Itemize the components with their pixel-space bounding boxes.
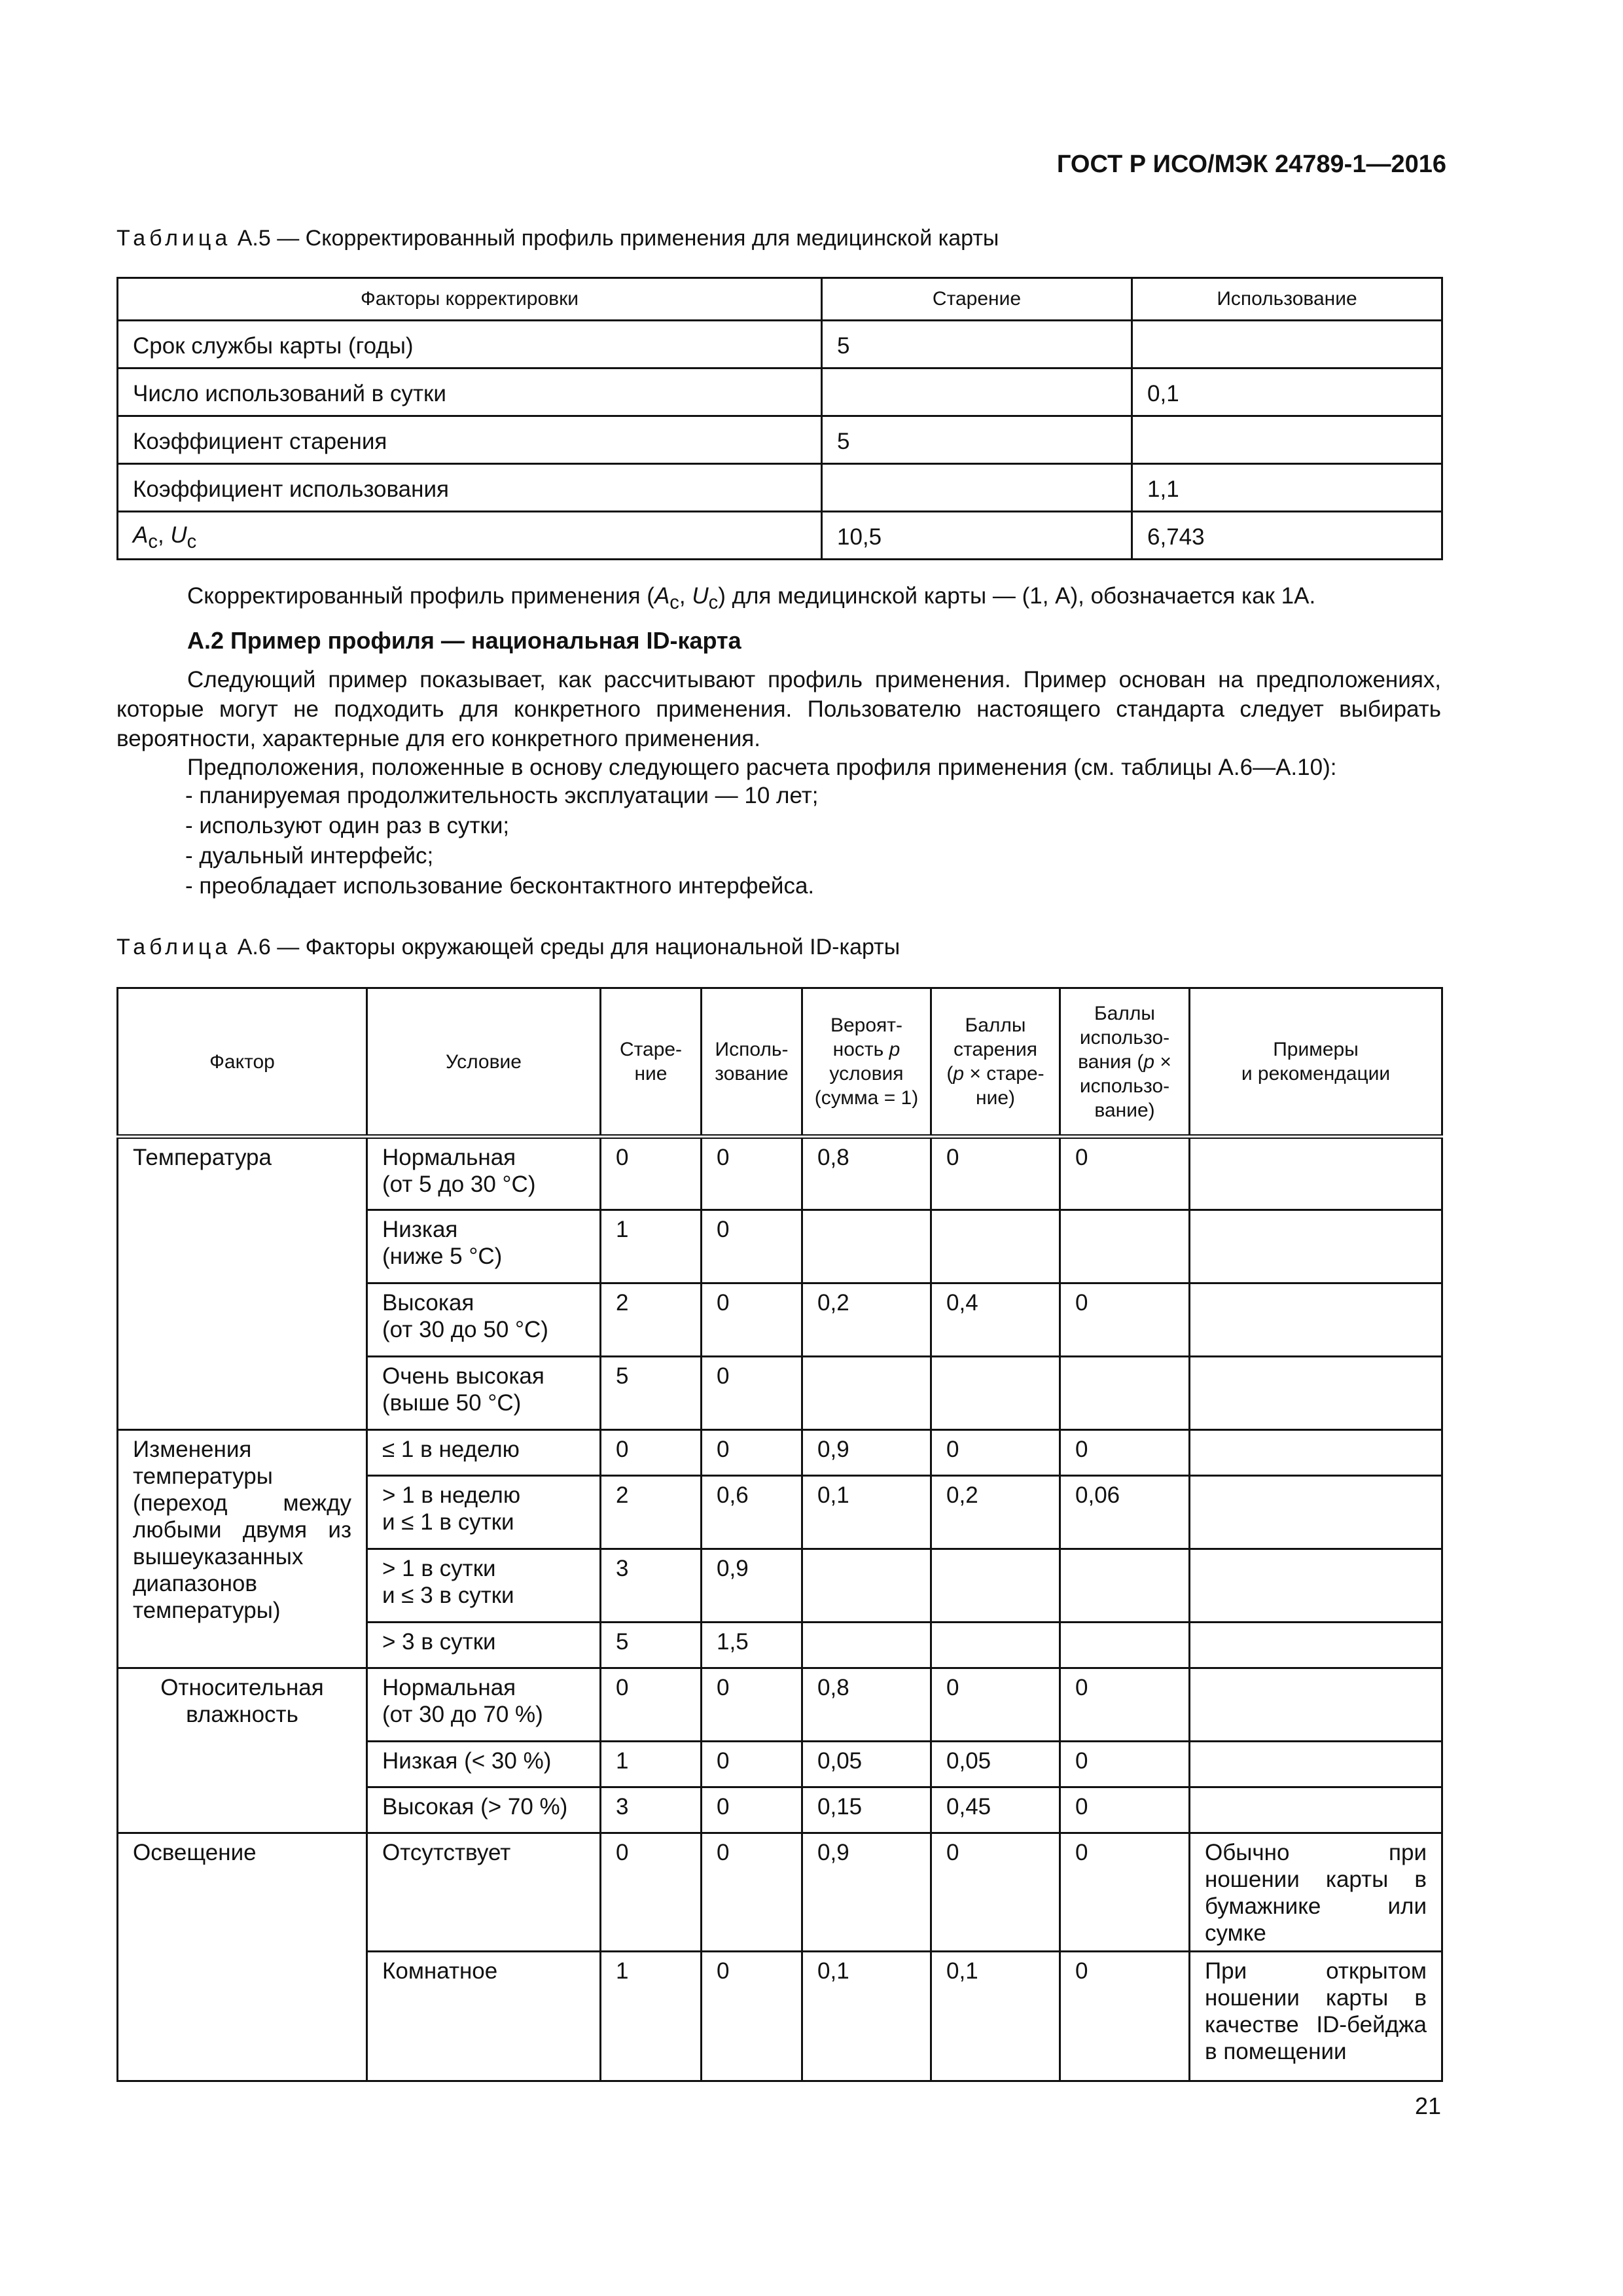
list-item: - используют один раз в сутки; — [185, 813, 510, 838]
condition-cell: ≤ 1 в неделю — [367, 1430, 601, 1476]
table-cell: 0,2 — [931, 1476, 1060, 1549]
condition-cell: Низкая (< 30 %) — [367, 1742, 601, 1787]
table-cell: 0 — [931, 1833, 1060, 1952]
table-cell — [802, 1210, 931, 1283]
table-cell: 2 — [601, 1476, 702, 1549]
table-cell: 0 — [1060, 1742, 1190, 1787]
list-item: - дуальный интерфейс; — [185, 843, 434, 869]
table-row — [118, 1668, 1442, 1742]
list-item: - преобладает использование бесконтактного интерфейса. — [185, 873, 815, 899]
condition-cell: > 3 в сутки — [367, 1623, 601, 1668]
paragraph-assumptions: Предположения, положенные в основу следующего расчета профиля применения (см. таблицы А.6—А.10): — [187, 755, 1337, 780]
table-cell: 0,1 — [931, 1952, 1060, 2081]
table-cell: 0 — [931, 1430, 1060, 1476]
factor-cell: Изменения температуры (переход между любыми двумя из вышеуказанных диапазонов температуры) — [118, 1430, 367, 1668]
table-caption-text: А.6 — Факторы окружающей среды для национальной ID-карты — [231, 935, 901, 960]
table-cell — [1190, 1210, 1442, 1283]
column-header: Примеры и рекомендации — [1190, 988, 1442, 1137]
example-cell: Обычно при ношении карты в бумажнике или сумке — [1190, 1833, 1442, 1952]
table-cell — [802, 1623, 931, 1668]
table-cell: 0 — [702, 1787, 802, 1833]
table-row — [118, 464, 1442, 512]
table-cell: 0,45 — [931, 1787, 1060, 1833]
table-cell — [1190, 1137, 1442, 1210]
table-cell: Коэффициент старения — [118, 416, 822, 464]
table-cell: 0,8 — [802, 1668, 931, 1742]
table-cell: 0,1 — [802, 1476, 931, 1549]
page-number: 21 — [1414, 2092, 1441, 2119]
table-cell: 0,06 — [1060, 1476, 1190, 1549]
table-cell: 0 — [601, 1137, 702, 1210]
table-cell: 0 — [702, 1833, 802, 1952]
table-cell: 0 — [702, 1357, 802, 1430]
table-cell — [1060, 1357, 1190, 1430]
table-cell: 0 — [1060, 1833, 1190, 1952]
table-cell — [1060, 1549, 1190, 1623]
table-cell: 0 — [1060, 1137, 1190, 1210]
table-cell: 3 — [601, 1787, 702, 1833]
table-cell: 0 — [702, 1430, 802, 1476]
table-cell: 0,05 — [802, 1742, 931, 1787]
table-cell: 1 — [601, 1742, 702, 1787]
table-cell: 0 — [702, 1668, 802, 1742]
table-cell — [1190, 1742, 1442, 1787]
table-cell: 0 — [702, 1952, 802, 2081]
column-header: Старе- ние — [601, 988, 702, 1137]
table-cell: 10,5 — [822, 512, 1132, 560]
table-cell — [1132, 321, 1442, 368]
table-cell: 0,2 — [802, 1283, 931, 1357]
table-cell: 0,05 — [931, 1742, 1060, 1787]
condition-cell: Отсутствует — [367, 1833, 601, 1952]
example-cell: При открытом ношении карты в качестве ID-бейджа в помещении — [1190, 1952, 1442, 2081]
document-code: ГОСТ Р ИСО/МЭК 24789-1—2016 — [1056, 151, 1446, 178]
table-cell: 0,8 — [802, 1137, 931, 1210]
table-cell: 0 — [601, 1833, 702, 1952]
condition-cell: Высокая (от 30 до 50 °С) — [367, 1283, 601, 1357]
table-row — [118, 1137, 1442, 1210]
symbol-a: $A_c$ — [133, 522, 158, 552]
table-cell — [802, 1357, 931, 1430]
table-header-row — [118, 278, 1442, 321]
table-cell: 0 — [1060, 1668, 1190, 1742]
table-cell — [822, 464, 1132, 512]
table-cell: 0 — [1060, 1787, 1190, 1833]
table-cell: 0 — [702, 1283, 802, 1357]
table-cell: Коэффициент использования — [118, 464, 822, 512]
column-header: Баллы использо- вания (p × использо- вание) — [1060, 988, 1190, 1137]
table-cell: 1,1 — [1132, 464, 1442, 512]
column-header: Баллы старения (p × старе- ние) — [931, 988, 1060, 1137]
table-row — [118, 1833, 1442, 1952]
factor-cell: Относительная влажность — [118, 1668, 367, 1833]
symbol-u: $U_c$ — [170, 522, 197, 552]
table-cell — [1190, 1357, 1442, 1430]
list-item: - планируемая продолжительность эксплуатации — 10 лет; — [185, 783, 819, 808]
table-cell: 3 — [601, 1549, 702, 1623]
section-heading: А.2 Пример профиля — национальная ID-карта — [187, 627, 741, 654]
table-cell: 0,4 — [931, 1283, 1060, 1357]
table-caption-prefix: Таблица — [116, 226, 232, 251]
column-header: Факторы корректировки — [118, 278, 822, 321]
summary-paragraph: Скорректированный профиль применения ($A_c$, $U_c$) для медицинской карты — (1, А), обозначается как 1А. — [187, 583, 1316, 613]
column-header: Старение — [822, 278, 1132, 321]
table-cell: 0 — [931, 1668, 1060, 1742]
factor-cell: Освещение — [118, 1833, 367, 2081]
table-cell — [931, 1210, 1060, 1283]
table-cell: 0,6 — [702, 1476, 802, 1549]
table-caption-text: А.5 — Скорректированный профиль применения для медицинской карты — [231, 226, 999, 251]
table-cell: 0 — [1060, 1283, 1190, 1357]
condition-cell: Очень высокая (выше 50 °С) — [367, 1357, 601, 1430]
condition-cell: > 1 в сутки и ≤ 3 в сутки — [367, 1549, 601, 1623]
column-header: Вероят- ность p условия (сумма = 1) — [802, 988, 931, 1137]
table-cell: 6,743 — [1132, 512, 1442, 560]
table-cell — [1190, 1283, 1442, 1357]
table-cell: 0 — [931, 1137, 1060, 1210]
table-cell: 0 — [1060, 1952, 1190, 2081]
table-cell: 0 — [601, 1668, 702, 1742]
column-header: Исполь- зование — [702, 988, 802, 1137]
table-cell — [1190, 1476, 1442, 1549]
table-cell: 5 — [601, 1357, 702, 1430]
table-row — [118, 368, 1442, 416]
table-cell: $A_c$, $U_c$ — [118, 512, 822, 560]
table-cell: 2 — [601, 1283, 702, 1357]
condition-cell: Нормальная (от 5 до 30 °С) — [367, 1137, 601, 1210]
table-row — [118, 512, 1442, 560]
table-a5-caption — [116, 226, 999, 251]
table-cell: Число использований в сутки — [118, 368, 822, 416]
table-cell — [931, 1549, 1060, 1623]
factor-cell: Температура — [118, 1137, 367, 1430]
table-cell: Срок службы карты (годы) — [118, 321, 822, 368]
condition-cell: Низкая (ниже 5 °С) — [367, 1210, 601, 1283]
table-row — [118, 416, 1442, 464]
table-cell — [1190, 1549, 1442, 1623]
table-cell: 0 — [1060, 1430, 1190, 1476]
table-cell — [1132, 416, 1442, 464]
table-cell: 0 — [702, 1742, 802, 1787]
table-cell — [1190, 1430, 1442, 1476]
table-cell — [931, 1623, 1060, 1668]
table-cell: 5 — [822, 321, 1132, 368]
table-cell: 0 — [601, 1430, 702, 1476]
condition-cell: > 1 в неделю и ≤ 1 в сутки — [367, 1476, 601, 1549]
column-header: Условие — [367, 988, 601, 1137]
condition-cell: Комнатное — [367, 1952, 601, 2081]
table-a6-caption — [116, 935, 900, 960]
table-cell — [1190, 1668, 1442, 1742]
table-row — [118, 321, 1442, 368]
table-cell: 0,1 — [1132, 368, 1442, 416]
table-cell: 0,9 — [702, 1549, 802, 1623]
table-cell — [1190, 1787, 1442, 1833]
table-cell: 0,9 — [802, 1833, 931, 1952]
table-cell: 5 — [601, 1623, 702, 1668]
column-header: Использование — [1132, 278, 1442, 321]
table-cell: 0,15 — [802, 1787, 931, 1833]
table-a5 — [116, 277, 1443, 560]
table-header-row — [118, 988, 1442, 1137]
table-cell — [1060, 1623, 1190, 1668]
table-cell — [1190, 1623, 1442, 1668]
table-cell: 0 — [702, 1210, 802, 1283]
table-cell — [1060, 1210, 1190, 1283]
condition-cell: Высокая (> 70 %) — [367, 1787, 601, 1833]
table-cell — [931, 1357, 1060, 1430]
table-cell: 0 — [702, 1137, 802, 1210]
table-cell: 0,1 — [802, 1952, 931, 2081]
table-cell — [802, 1549, 931, 1623]
table-a6 — [116, 987, 1443, 2082]
paragraph-intro: Следующий пример показывает, как рассчитывают профиль применения. Пример основан на предположениях, которые могут не подходить для конкретного применения. Пользователю настоящего стандарта следует выбирать вероятности, характерные для его конкретного применения. — [116, 667, 1441, 751]
condition-cell: Нормальная (от 30 до 70 %) — [367, 1668, 601, 1742]
table-cell: 1,5 — [702, 1623, 802, 1668]
table-row — [118, 1430, 1442, 1476]
table-cell: 1 — [601, 1210, 702, 1283]
table-cell: 1 — [601, 1952, 702, 2081]
table-cell — [822, 368, 1132, 416]
table-caption-prefix: Таблица — [116, 935, 232, 960]
table-cell: 5 — [822, 416, 1132, 464]
table-cell: 0,9 — [802, 1430, 931, 1476]
column-header: Фактор — [118, 988, 367, 1137]
